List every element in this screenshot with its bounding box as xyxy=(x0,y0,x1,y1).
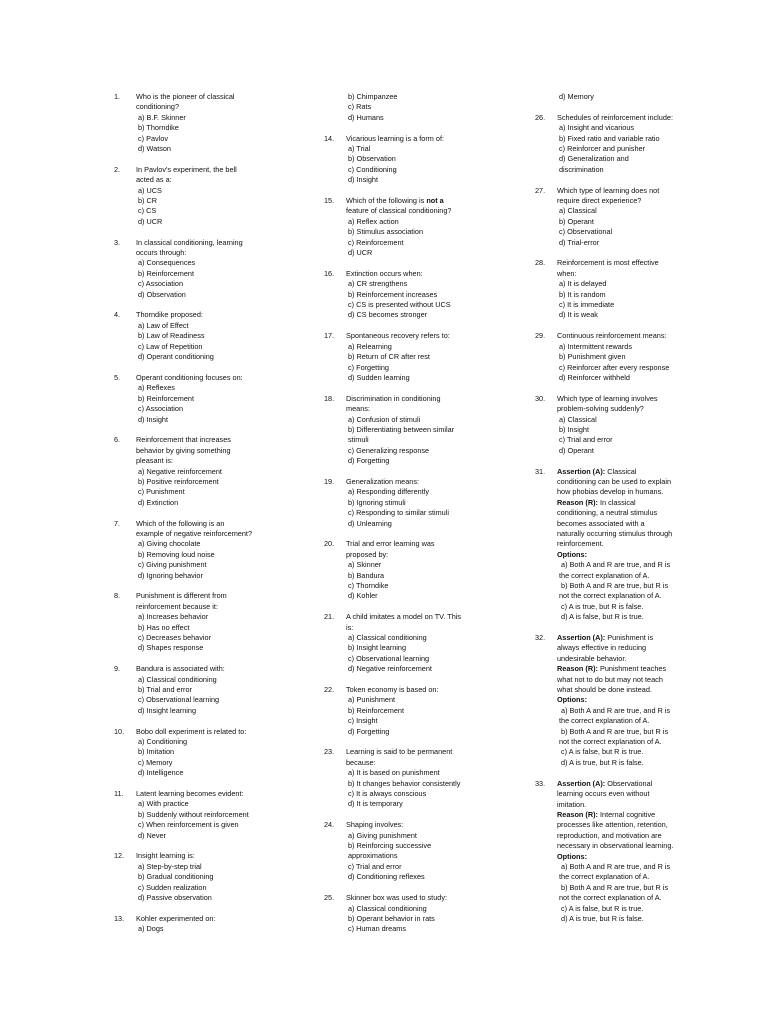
answer-option: a) Dogs xyxy=(138,924,164,934)
question-body xyxy=(557,186,705,248)
answer-option: d) Trial-error xyxy=(559,237,600,247)
question-number: 8. xyxy=(114,591,121,601)
question-item xyxy=(535,394,705,456)
question-stem: Discrimination in conditioning means: xyxy=(346,393,441,414)
question-number: 21. xyxy=(324,612,335,622)
question-number: 13. xyxy=(114,913,125,923)
answer-option: a) Giving chocolate xyxy=(138,539,201,549)
answer-option: b) Return of CR after rest xyxy=(348,352,430,362)
question-stem: Spontaneous recovery refers to: xyxy=(346,331,450,341)
question-item xyxy=(324,134,484,186)
question-number: 27. xyxy=(535,185,546,195)
question-body xyxy=(136,914,264,935)
question-stem: Trial and error learning was proposed by: xyxy=(346,539,435,559)
answer-option: c) Sudden realization xyxy=(138,882,207,892)
question-number: 17. xyxy=(324,331,335,341)
question-body xyxy=(557,633,705,768)
answer-option: b) Both A and R are true, but R is not the correct explanation of A. xyxy=(559,726,669,747)
question-number: 23. xyxy=(324,747,335,757)
question-body xyxy=(557,467,705,623)
answer-option: a) With practice xyxy=(138,799,189,809)
question-number: 6. xyxy=(114,435,121,445)
question-stem: Token economy is based on: xyxy=(346,685,439,695)
question-body xyxy=(557,113,705,175)
answer-option: b) Reinforcement xyxy=(138,393,194,403)
answer-option: a) Both A and R are true, and R is the correct explanation of A. xyxy=(559,560,671,580)
answer-option: a) Negative reinforcement xyxy=(138,466,222,476)
answer-option: b) Gradual conditioning xyxy=(138,872,214,882)
answer-option: b) Thorndike xyxy=(138,123,179,133)
answer-option: c) Reinforcer and punisher xyxy=(559,144,645,154)
question-number: 4. xyxy=(114,310,121,320)
question-body xyxy=(346,134,484,186)
answer-option: a) Confusion of stimuli xyxy=(348,414,421,424)
question-number: 25. xyxy=(324,893,335,903)
answer-option: a) CR strengthens xyxy=(348,279,408,289)
answer-option: d) Humans xyxy=(348,112,384,122)
answer-option: a) Classical conditioning xyxy=(138,674,217,684)
answer-option: b) Reinforcement increases xyxy=(348,289,438,299)
question-stem: Which type of learning involves problem-solving suddenly? xyxy=(557,393,658,414)
assertion-label: Assertion (A): xyxy=(557,466,606,476)
question-item xyxy=(535,467,705,623)
answer-option: a) It is delayed xyxy=(559,279,607,289)
question-item xyxy=(535,92,705,102)
answer-option: c) Observational learning xyxy=(138,695,220,705)
question-body xyxy=(346,685,484,737)
question-item xyxy=(535,331,705,383)
question-stem: Insight learning is: xyxy=(136,851,195,861)
question-body xyxy=(136,165,264,227)
options-label: Options: xyxy=(557,549,587,559)
question-number: 31. xyxy=(535,466,546,476)
question-stem: Continuous reinforcement means: xyxy=(557,331,667,341)
answer-option: a) Skinner xyxy=(348,560,382,570)
answer-option: a) Responding differently xyxy=(348,487,429,497)
answer-option: c) Trial and error xyxy=(348,861,402,871)
question-body xyxy=(557,331,705,383)
answer-option: b) Law of Readiness xyxy=(138,331,205,341)
question-body xyxy=(557,779,705,925)
assertion-statement: Observational learning occurs even without imitation. xyxy=(557,778,653,809)
question-body xyxy=(346,612,484,674)
question-item xyxy=(114,591,264,653)
question-body xyxy=(346,196,484,258)
answer-option: c) Thorndike xyxy=(348,580,389,590)
answer-option: b) Both A and R are true, but R is not the correct explanation of A. xyxy=(559,882,669,903)
question-stem: In Pavlov's experiment, the bell acted as a: xyxy=(136,164,237,185)
answer-option: c) Trial and error xyxy=(559,435,613,445)
answer-option: a) Insight and vicarious xyxy=(559,123,635,133)
reason-statement: Internal cognitive processes like attention, retention, reproduction, and motivation are necessary in observational learning. xyxy=(557,809,674,851)
answer-option: a) Giving punishment xyxy=(348,830,417,840)
answer-option: c) Pavlov xyxy=(138,133,169,143)
answer-option: a) Reflexes xyxy=(138,383,175,393)
question-number: 15. xyxy=(324,196,335,206)
answer-option: a) Law of Effect xyxy=(138,320,189,330)
question-number: 28. xyxy=(535,258,546,268)
question-number: 20. xyxy=(324,539,335,549)
answer-option: c) Conditioning xyxy=(348,164,397,174)
options-label: Options: xyxy=(557,851,587,861)
question-stem: Punishment is different from reinforcement because it: xyxy=(136,591,227,611)
question-number: 33. xyxy=(535,778,546,788)
question-item xyxy=(324,747,484,809)
question-item xyxy=(535,258,705,320)
answer-option: b) Observation xyxy=(348,154,396,164)
question-stem: Who is the pioneer of classical conditioning? xyxy=(136,92,235,112)
answer-option: d) Negative reinforcement xyxy=(348,664,432,674)
question-number: 3. xyxy=(114,237,121,247)
question-item xyxy=(324,820,484,882)
question-body xyxy=(557,394,705,456)
question-stem: Skinner box was used to study: xyxy=(346,893,447,903)
answer-option: a) Both A and R are true, and R is the correct explanation of A. xyxy=(559,861,671,882)
question-item xyxy=(114,664,264,716)
answer-option: c) A is false, but R is true. xyxy=(559,747,644,757)
answer-option: d) Observation xyxy=(138,289,186,299)
answer-option: b) CR xyxy=(138,196,158,206)
question-body xyxy=(346,331,484,383)
question-number xyxy=(324,92,346,123)
question-stem: Bobo doll experiment is related to: xyxy=(136,726,247,736)
assertion-label: Assertion (A): xyxy=(557,633,606,643)
answer-option: b) It changes behavior consistently xyxy=(348,778,461,788)
question-item xyxy=(114,851,264,903)
answer-option: d) It is temporary xyxy=(348,799,403,809)
question-item xyxy=(324,477,484,529)
question-number: 1. xyxy=(114,92,121,101)
question-body xyxy=(136,851,264,903)
question-stem: Kohler experimented on: xyxy=(136,913,216,923)
question-item xyxy=(324,394,484,467)
answer-option: d) Forgetting xyxy=(348,726,390,736)
question-item xyxy=(324,269,484,321)
answer-option: d) Ignoring behavior xyxy=(138,570,203,580)
question-body xyxy=(136,591,264,653)
reason-label: Reason (R): xyxy=(557,497,598,507)
answer-option: b) Trial and error xyxy=(138,685,192,695)
answer-option: c) A is false, but R is true. xyxy=(559,903,644,913)
question-stem: Which type of learning does not require direct experience? xyxy=(557,185,660,206)
question-stem: Latent learning becomes evident: xyxy=(136,789,244,799)
answer-option: b) Punishment given xyxy=(559,352,626,362)
answer-option: b) Both A and R are true, but R is not the correct explanation of A. xyxy=(559,581,669,601)
answer-option: c) Forgetting xyxy=(348,362,389,372)
answer-option: c) A is true, but R is false. xyxy=(559,601,644,611)
reason-text xyxy=(557,498,705,550)
question-body xyxy=(557,92,705,102)
question-stem: Thorndike proposed: xyxy=(136,310,203,320)
options-label: Options: xyxy=(557,695,587,705)
assertion-label: Assertion (A): xyxy=(557,778,606,788)
question-body xyxy=(346,893,484,935)
answer-option: d) Insight xyxy=(348,175,379,185)
question-item xyxy=(114,165,264,227)
answer-option: c) It is always conscious xyxy=(348,789,427,799)
question-item xyxy=(114,519,264,581)
question-item xyxy=(114,373,264,425)
answer-option: a) It is based on punishment xyxy=(348,768,440,778)
answer-option: c) Decreases behavior xyxy=(138,633,212,643)
answer-option: d) A is true, but R is false. xyxy=(559,757,644,767)
column-2 xyxy=(324,92,484,945)
answer-option: a) Classical conditioning xyxy=(348,903,427,913)
question-number: 32. xyxy=(535,633,546,643)
question-item xyxy=(114,238,264,300)
question-body xyxy=(136,92,264,154)
question-number: 16. xyxy=(324,268,335,278)
answer-option: c) Reinforcement xyxy=(348,237,404,247)
answer-option: d) It is weak xyxy=(559,310,598,320)
answer-option: d) Shapes response xyxy=(138,643,204,653)
question-body xyxy=(346,477,484,529)
question-item xyxy=(324,331,484,383)
answer-option: d) Kohler xyxy=(348,591,378,601)
answer-option: c) Observational xyxy=(559,227,613,237)
question-number: 22. xyxy=(324,685,335,695)
question-body xyxy=(136,519,264,581)
question-number: 29. xyxy=(535,331,546,341)
answer-option: c) Observational learning xyxy=(348,653,430,663)
answer-option: d) Extinction xyxy=(138,497,179,507)
answer-option: b) Imitation xyxy=(138,747,175,757)
answer-option: b) Insight learning xyxy=(348,643,407,653)
question-item xyxy=(114,435,264,508)
answer-option: d) Memory xyxy=(559,92,594,101)
question-number: 26. xyxy=(535,112,546,122)
question-number: 10. xyxy=(114,726,125,736)
question-body xyxy=(136,664,264,716)
question-stem-part: Which of the following is xyxy=(346,196,427,206)
question-stem xyxy=(346,196,484,217)
column-1 xyxy=(114,92,264,945)
question-body xyxy=(136,373,264,425)
answer-option: d) A is true, but R is false. xyxy=(559,913,644,923)
answer-option: b) Operant behavior in rats xyxy=(348,913,435,923)
answer-option: d) CS becomes stronger xyxy=(348,310,428,320)
answer-option: b) Reinforcement xyxy=(138,268,194,278)
question-stem-part: feature of classical conditioning? xyxy=(346,206,452,216)
question-body xyxy=(346,92,484,123)
question-stem: Vicarious learning is a form of: xyxy=(346,133,445,143)
question-body xyxy=(346,394,484,467)
answer-option: d) A is false, but R is true. xyxy=(559,612,644,622)
answer-option: d) Never xyxy=(138,830,166,840)
question-stem: Which of the following is an example of negative reinforcement? xyxy=(136,518,253,538)
answer-option: a) Classical xyxy=(559,414,597,424)
question-item xyxy=(324,196,484,258)
answer-option: a) Classical xyxy=(559,206,597,216)
question-item xyxy=(324,539,484,601)
question-number: 18. xyxy=(324,393,335,403)
question-body xyxy=(136,789,264,841)
answer-option: d) Forgetting xyxy=(348,456,390,466)
answer-option: c) Law of Repetition xyxy=(138,341,203,351)
question-item xyxy=(324,685,484,737)
column-3 xyxy=(535,92,705,935)
question-body xyxy=(346,269,484,321)
answer-option: a) UCS xyxy=(138,185,162,195)
answer-option: b) Suddenly without reinforcement xyxy=(138,809,249,819)
question-stem: Reinforcement that increases behavior by giving something pleasant is: xyxy=(136,435,231,466)
answer-option: b) Bandura xyxy=(348,570,385,580)
question-item xyxy=(324,893,484,935)
answer-option: d) UCR xyxy=(348,248,373,258)
question-stem: Reinforcement is most effective when: xyxy=(557,258,659,278)
question-stem: Generalization means: xyxy=(346,476,420,486)
question-number: 14. xyxy=(324,133,335,143)
question-body xyxy=(346,820,484,882)
assertion-text xyxy=(557,633,705,664)
answer-option: c) It is immediate xyxy=(559,300,615,310)
question-number: 7. xyxy=(114,518,121,528)
question-number: 19. xyxy=(324,476,335,486)
answer-option: d) Insight xyxy=(138,414,169,424)
answer-option: c) Association xyxy=(138,279,184,289)
question-item xyxy=(324,92,484,123)
answer-option: a) Punishment xyxy=(348,695,396,705)
answer-option: a) Consequences xyxy=(138,258,196,268)
answer-option: b) Operant xyxy=(559,216,594,226)
answer-option: b) Chimpanzee xyxy=(348,92,398,101)
answer-option: c) Giving punishment xyxy=(138,560,207,570)
answer-option: c) CS xyxy=(138,206,157,216)
answer-option: d) Intelligence xyxy=(138,768,184,778)
answer-option: b) Removing loud noise xyxy=(138,549,215,559)
answer-option: d) Insight learning xyxy=(138,705,197,715)
assertion-statement: Punishment is always effective in reducing undesirable behavior. xyxy=(557,633,654,663)
answer-option: b) Insight xyxy=(559,424,590,434)
assertion-statement: Classical conditioning can be used to explain how phobias develop in humans. xyxy=(557,466,671,497)
question-item xyxy=(535,186,705,248)
answer-option: a) Trial xyxy=(348,144,371,154)
answer-option: c) CS is presented without UCS xyxy=(348,300,451,310)
answer-option: b) It is random xyxy=(559,289,606,299)
question-number: 5. xyxy=(114,372,121,382)
question-body xyxy=(136,310,264,362)
answer-option: b) Stimulus association xyxy=(348,227,424,237)
answer-option: a) Classical conditioning xyxy=(348,633,427,642)
reason-statement: In classical conditioning, a neutral stimulus becomes associated with a naturally occurring stimulus through reinforcement. xyxy=(557,497,673,549)
question-item xyxy=(535,113,705,175)
question-item xyxy=(114,789,264,841)
answer-option: a) B.F. Skinner xyxy=(138,112,186,122)
answer-option: d) Generalization and discrimination xyxy=(559,154,629,174)
question-item xyxy=(535,633,705,768)
answer-option: d) Passive observation xyxy=(138,893,212,903)
answer-option: b) Has no effect xyxy=(138,622,190,632)
answer-option: c) Association xyxy=(138,404,184,414)
answer-option: d) Operant xyxy=(559,445,594,455)
question-number: 11. xyxy=(114,789,124,799)
answer-option: c) Responding to similar stimuli xyxy=(348,508,449,518)
reason-text xyxy=(557,810,705,852)
question-stem: Learning is said to be permanent because: xyxy=(346,747,453,767)
reason-label: Reason (R): xyxy=(557,809,598,819)
reason-label: Reason (R): xyxy=(557,664,598,674)
answer-option: a) Increases behavior xyxy=(138,612,209,622)
answer-option: d) Watson xyxy=(138,144,171,154)
answer-option: b) Fixed ratio and variable ratio xyxy=(559,133,660,143)
question-item xyxy=(114,727,264,779)
answer-option: c) Punishment xyxy=(138,487,185,497)
question-stem: Shaping involves: xyxy=(346,820,404,830)
assertion-text xyxy=(557,467,705,498)
answer-option: b) Reinforcing successive approximations xyxy=(348,841,432,861)
answer-option: c) Rats xyxy=(348,102,372,112)
question-number: 9. xyxy=(114,664,121,674)
answer-option: a) Both A and R are true, and R is the correct explanation of A. xyxy=(559,705,671,726)
question-item xyxy=(114,310,264,362)
answer-option: b) Reinforcement xyxy=(348,705,404,715)
answer-option: a) Reflex action xyxy=(348,216,399,226)
question-item xyxy=(114,92,264,154)
answer-option: b) Positive reinforcement xyxy=(138,476,219,486)
reason-text xyxy=(557,664,705,695)
question-number: 2. xyxy=(114,164,121,174)
answer-option: b) Differentiating between similar stimuli xyxy=(348,424,455,445)
answer-option: c) Human dreams xyxy=(348,924,406,934)
question-stem: In classical conditioning, learning occurs through: xyxy=(136,237,243,258)
answer-option: d) Reinforcer withheld xyxy=(559,372,630,382)
question-stem: Extinction occurs when: xyxy=(346,268,423,278)
question-item xyxy=(114,914,264,935)
answer-option: d) Operant conditioning xyxy=(138,352,214,362)
answer-option: a) Conditioning xyxy=(138,737,188,747)
answer-option: c) Insight xyxy=(348,716,378,726)
question-body xyxy=(136,238,264,300)
question-number: 12. xyxy=(114,851,125,861)
question-stem: A child imitates a model on TV. This is: xyxy=(346,612,462,632)
answer-option: d) UCR xyxy=(138,216,163,226)
answer-option: d) Conditioning reflexes xyxy=(348,872,425,882)
answer-option: c) Generalizing response xyxy=(348,445,430,455)
question-body xyxy=(136,435,264,508)
answer-option: d) Sudden learning xyxy=(348,372,410,382)
question-stem-emphasis: not a xyxy=(426,196,444,206)
question-stem: Bandura is associated with: xyxy=(136,664,225,674)
answer-option: a) Intermittent rewards xyxy=(559,341,632,351)
answer-option: c) Reinforcer after every response xyxy=(559,362,670,372)
answer-option: a) Step-by-step trial xyxy=(138,861,202,871)
answer-option: b) Ignoring stimuli xyxy=(348,497,406,507)
answer-option: c) Memory xyxy=(138,757,173,767)
question-body xyxy=(346,539,484,601)
question-body xyxy=(557,258,705,320)
question-number: 24. xyxy=(324,820,335,830)
question-item xyxy=(535,779,705,925)
question-number: 30. xyxy=(535,393,546,403)
reason-statement: Punishment teaches what not to do but may not teach what should be done instead. xyxy=(557,664,667,695)
answer-option: c) When reinforcement is given xyxy=(138,820,239,830)
question-stem: Operant conditioning focuses on: xyxy=(136,372,243,382)
answer-option: a) Relearning xyxy=(348,341,392,351)
question-body xyxy=(136,727,264,779)
question-item xyxy=(324,612,484,674)
answer-option: d) Unlearning xyxy=(348,518,392,528)
question-number xyxy=(535,92,557,102)
question-body xyxy=(346,747,484,809)
assertion-text xyxy=(557,779,705,810)
question-stem: Schedules of reinforcement include: xyxy=(557,112,674,122)
